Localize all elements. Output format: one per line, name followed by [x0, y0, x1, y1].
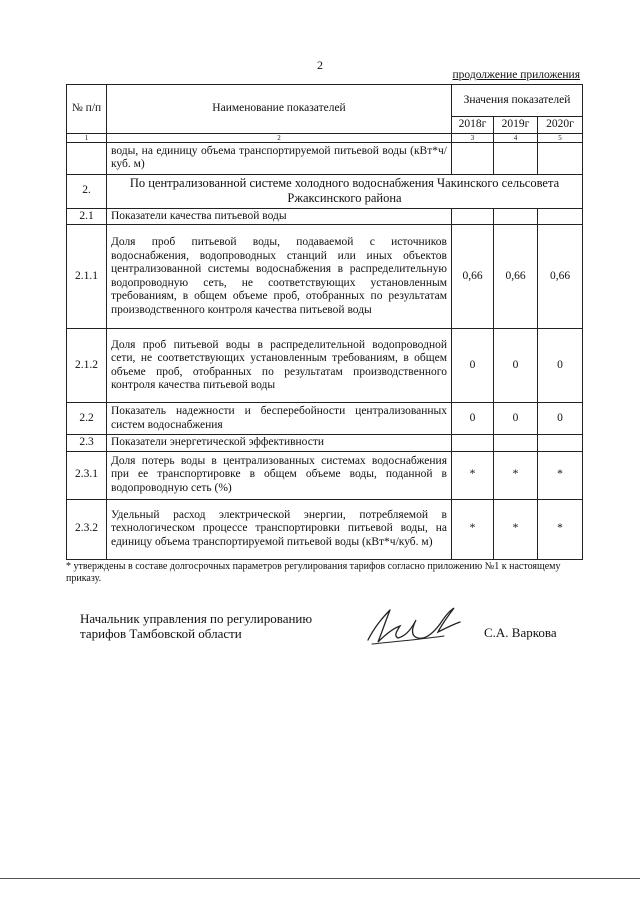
row-value: * — [494, 451, 538, 499]
row-value — [538, 142, 583, 174]
row-num: 2.3.2 — [67, 499, 107, 559]
signer-name: С.А. Варкова — [484, 625, 557, 640]
row-value — [452, 142, 494, 174]
header-num: № п/п — [67, 85, 107, 134]
row-value: 0 — [452, 403, 494, 435]
row-value: * — [452, 451, 494, 499]
column-index: 2 — [107, 133, 452, 142]
row-value: 0 — [538, 403, 583, 435]
table-row — [67, 435, 583, 452]
row-num: 2.1.2 — [67, 329, 107, 403]
row-num: 2.3.1 — [67, 451, 107, 499]
row-name: воды, на единицу объема транспортируемой питьевой воды (кВт*ч/куб. м) — [107, 142, 452, 174]
header-year: 2020г — [538, 117, 583, 134]
row-value — [494, 435, 538, 452]
row-num: 2. — [67, 174, 107, 208]
column-index: 5 — [538, 133, 583, 142]
column-index: 1 — [67, 133, 107, 142]
row-value — [452, 435, 494, 452]
row-num: 2.1 — [67, 208, 107, 225]
footnote: * утверждены в составе долгосрочных параметров регулирования тарифов согласно приложению №1 к настоящему приказу. — [66, 561, 561, 584]
row-name: Показатели качества питьевой воды — [107, 208, 452, 225]
header-values: Значения показателей — [452, 85, 583, 117]
row-num — [67, 142, 107, 174]
row-value — [494, 142, 538, 174]
table-row — [67, 208, 583, 225]
indicators-table — [66, 84, 583, 560]
row-name: Доля проб питьевой воды, подаваемой с источников водоснабжения, водопроводных станций или иных объектов централизованной системы водоснабжения в распределительную водопроводную сеть, не соответствующих установленным требованиям, в общем объеме проб, отобранных по результатам производственного контроля качества питьевой воды — [107, 225, 452, 329]
continuation-note: продолжение приложения — [452, 69, 580, 81]
table-row — [67, 403, 583, 435]
row-value — [538, 208, 583, 225]
table-row — [67, 451, 583, 499]
row-name: Доля потерь воды в централизованных системах водоснабжения при ее транспортировке в общем объеме воды, поданной в водопроводную сеть (%) — [107, 451, 452, 499]
row-value: 0,66 — [538, 225, 583, 329]
table-row — [67, 225, 583, 329]
section-title: По централизованной системе холодного водоснабжения Чакинского сельсовета Ржаксинского района — [107, 174, 583, 208]
header-name: Наименование показателей — [107, 85, 452, 134]
column-index: 3 — [452, 133, 494, 142]
row-value — [494, 208, 538, 225]
row-num: 2.2 — [67, 403, 107, 435]
row-value: * — [538, 499, 583, 559]
row-value: 0 — [494, 403, 538, 435]
row-value: * — [538, 451, 583, 499]
row-name: Показатель надежности и бесперебойности централизованных систем водоснабжения — [107, 403, 452, 435]
signer-title — [80, 611, 312, 641]
table-row — [67, 142, 583, 174]
handwritten-signature — [360, 598, 470, 648]
row-value: * — [452, 499, 494, 559]
row-name: Показатели энергетической эффективности — [107, 435, 452, 452]
row-value: 0 — [494, 329, 538, 403]
table-row — [67, 499, 583, 559]
page-number: 2 — [317, 58, 323, 72]
header-year: 2018г — [452, 117, 494, 134]
row-num: 2.3 — [67, 435, 107, 452]
row-name: Доля проб питьевой воды в распределительной водопроводной сети, не соответствующих установленным требованиям, в общем объеме проб, отобранных по результатам производственного контроля качества питьевой воды — [107, 329, 452, 403]
section-row — [67, 174, 583, 208]
scan-edge-divider — [0, 878, 640, 879]
row-value: 0 — [538, 329, 583, 403]
signer-title-line: тарифов Тамбовской области — [80, 626, 242, 641]
row-value — [538, 435, 583, 452]
row-name: Удельный расход электрической энергии, потребляемой в технологическом процессе транспортировки питьевой воды, на единицу объема транспортируемой питьевой воды (кВт*ч/куб. м) — [107, 499, 452, 559]
signer-title-line: Начальник управления по регулированию — [80, 611, 313, 626]
row-value — [452, 208, 494, 225]
row-num: 2.1.1 — [67, 225, 107, 329]
row-value: 0,66 — [494, 225, 538, 329]
row-value: 0,66 — [452, 225, 494, 329]
table-row — [67, 329, 583, 403]
column-index: 4 — [494, 133, 538, 142]
header-year: 2019г — [494, 117, 538, 134]
row-value: 0 — [452, 329, 494, 403]
row-value: * — [494, 499, 538, 559]
